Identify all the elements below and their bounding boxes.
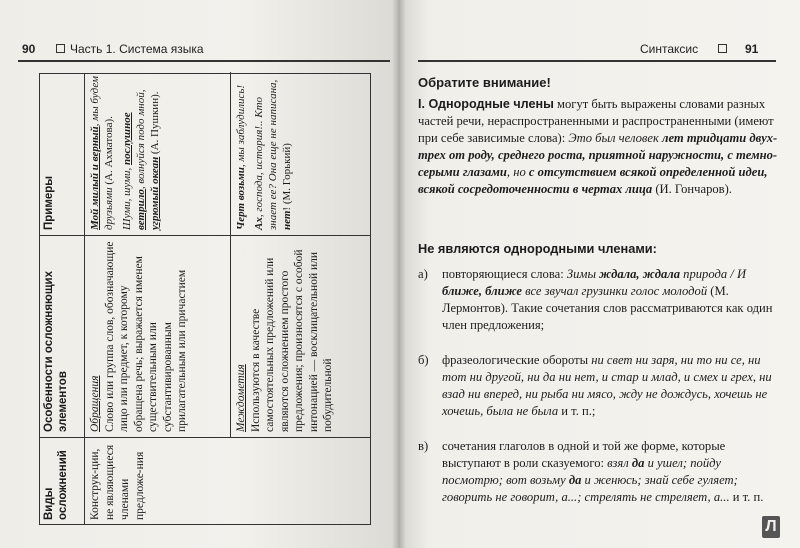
row2-feature-title: Междометия	[235, 364, 247, 432]
row2-feature-text: Используются в качестве самостоятельных предложений или являются осложнением простого предложения; произносятся с особой интонацией — восклицательной или побудительной	[249, 249, 334, 432]
square-bullet-icon	[718, 44, 727, 53]
row2-feature-cell	[232, 236, 338, 436]
row2-example-1: Черт возьми, мы заблудились!	[235, 84, 247, 230]
left-page-number: 90	[22, 42, 36, 56]
row1-feature-text: Слово или группа слов, обозначающие лицо или предмет, к которому обращена речь; выражается именем существительным или субстантивированным прилагательным или причастием	[103, 241, 188, 432]
list-item-a: а) повторяющиеся слова: Зимы ждала, ждала природа / И ближе, ближе все звучал грузинки голос молодой (М. Лермонтов). Такие сочетания слов рассматриваются как один член предложения;	[418, 267, 773, 332]
publisher-logo: Л	[762, 516, 780, 538]
right-header-rule	[418, 60, 776, 62]
row1-feature-title: Обращения	[89, 375, 101, 432]
right-running-head: Синтаксис	[640, 42, 699, 56]
attention-heading: Обратите внимание!	[418, 75, 551, 90]
right-page-number: 91	[745, 42, 759, 56]
row1-examples-cell	[86, 72, 164, 234]
header-features: Особенности осложняющих элементов	[43, 270, 69, 432]
square-bullet-icon	[56, 44, 65, 53]
left-header-rule	[18, 60, 390, 62]
header-types: Виды осложнений	[43, 450, 69, 520]
list-item-c: в) сочетания глаголов в одной и той же форме, которые выступают в роли сказуемого: взял да и ушел; пойду посмотрю; вот возьму да и женюсь; знай себе гуляет; говорить не говорит, а...; стрелять не стреляет, а... и т. п.	[418, 439, 764, 504]
book-gutter	[392, 0, 406, 548]
complication-table	[39, 73, 371, 525]
header-examples: Примеры	[43, 175, 55, 230]
row2-examples-cell	[232, 72, 296, 234]
row1-feature-cell	[86, 236, 192, 436]
row2-example-2: Ах, господа, история!.. Кто знает ее? Она еще не написана, нет! (М. Горький)	[253, 79, 293, 230]
row1-example-2: Шуми, шуми, послушное ветрило, волнуйся подо мной, угрюмый океан (А. Пушкин).	[121, 89, 161, 230]
not-homogeneous-heading: Не являются однородными членами:	[418, 241, 657, 256]
list-item-b: б) фразеологические обороты ни свет ни заря, ни то ни се, ни тот ни другой, ни да ни нет, и стар и млад, и смех и грех, ни взад ни вперед, ни рыба ни мясо, жду не дождусь, хочешь не хочешь, была не была и т. п.;	[418, 353, 772, 418]
left-running-head: Часть 1. Система языка	[70, 42, 204, 56]
row1-example-1: Мой милый и верный, мы будем друзьями (А. Ахматова).	[89, 76, 115, 230]
row-type-cell: Конструк-ции, не являющиеся членами предложе-ния	[89, 444, 146, 520]
homogeneous-members-paragraph: I. Однородные члены могут быть выражены словами разных частей речи, нераспространенными и распространенными (имеют при себе зависимые слова): Это был человек лет тридцати двух-трех от роду, среднего роста, приятной наружности, с темно-серыми глазами, но с отсутствием всякой определенной идеи, всякой сосредоточенности в чертах лица (И. Гончаров).	[418, 97, 778, 196]
